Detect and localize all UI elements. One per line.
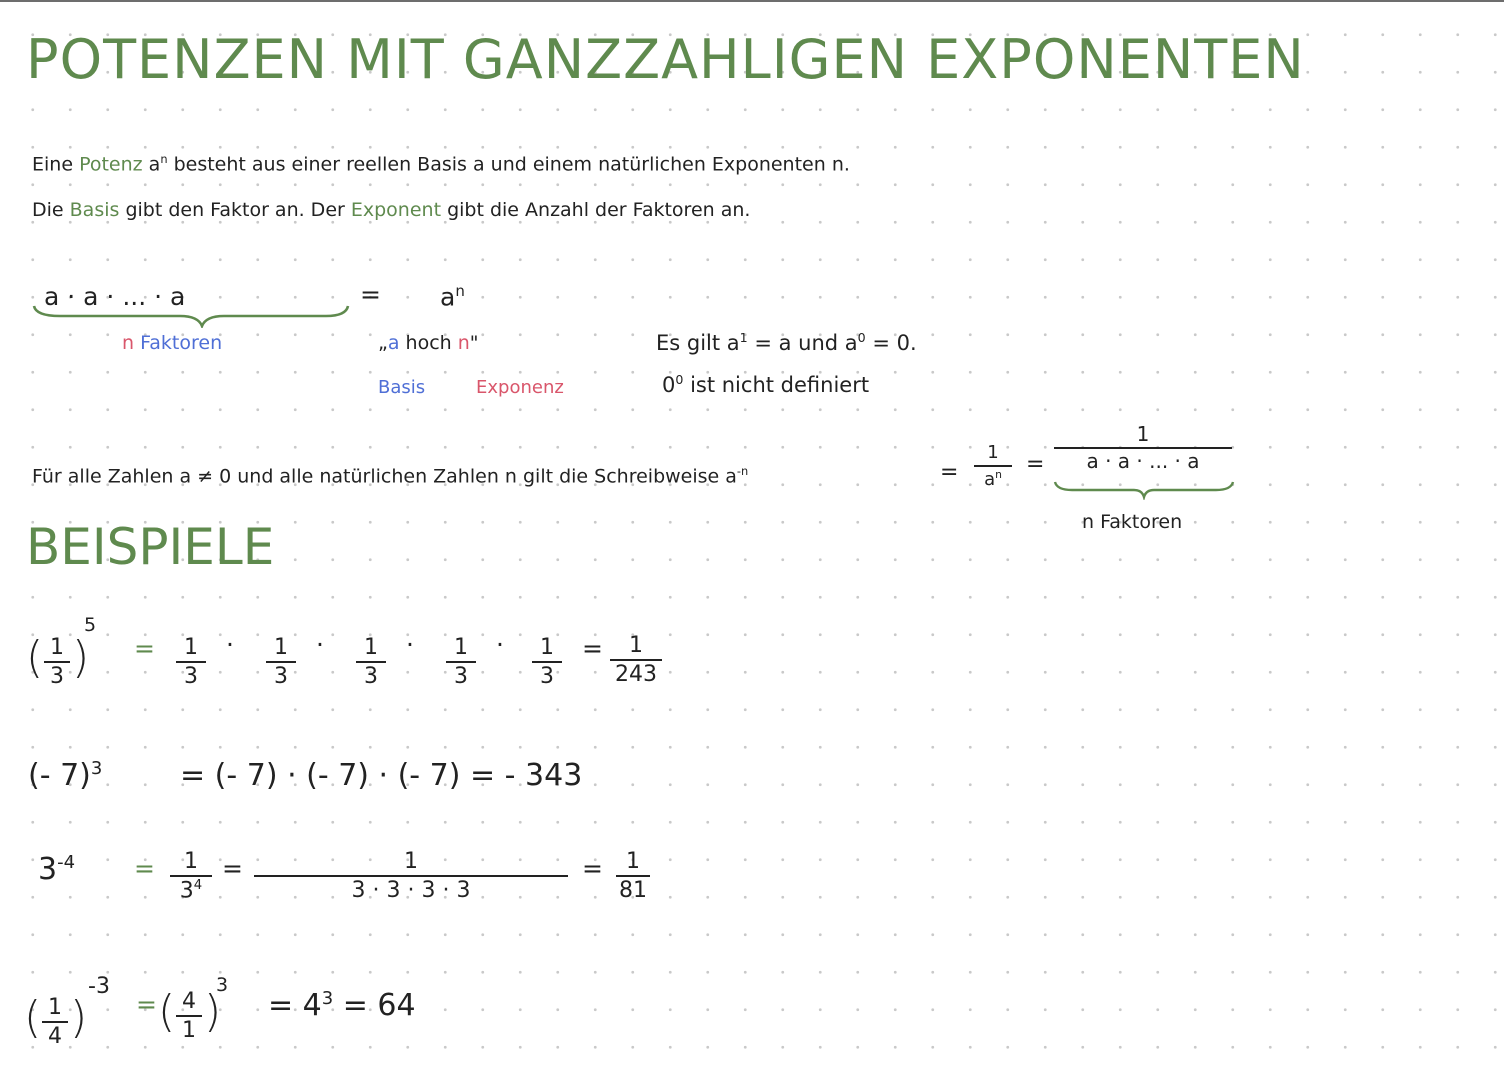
fraction-num: 1 bbox=[48, 995, 62, 1020]
power-exponent: n bbox=[455, 282, 465, 300]
page-title: POTENZEN MIT GANZZAHLIGEN EXPONENTEN bbox=[26, 28, 1305, 91]
rule-one-zero bbox=[656, 330, 917, 355]
fraction-num: 1 bbox=[626, 849, 640, 874]
ex1-eq2: = bbox=[582, 634, 603, 663]
examples-heading: BEISPIELE bbox=[26, 518, 275, 576]
fraction-den bbox=[170, 879, 212, 902]
multiply-dot: · bbox=[316, 630, 324, 659]
rule-sup: 0 bbox=[675, 372, 684, 387]
fraction-num: 1 bbox=[540, 635, 554, 660]
reading-hoch: hoch bbox=[399, 332, 458, 354]
intro-text: Eine bbox=[32, 153, 80, 176]
fraction-num: 1 bbox=[1136, 422, 1150, 446]
fraction-num: 1 bbox=[50, 635, 64, 660]
intro-line-1 bbox=[32, 152, 850, 175]
top-border bbox=[0, 0, 1504, 2]
fraction-bar bbox=[532, 661, 562, 663]
fraction-num: 1 bbox=[987, 442, 999, 463]
ex4-result: = 64 bbox=[333, 988, 416, 1023]
quote-close: " bbox=[469, 332, 479, 354]
fraction-num: 1 bbox=[404, 849, 418, 874]
power-a-n bbox=[440, 282, 465, 311]
fraction-bar bbox=[170, 875, 212, 877]
negative-rule-sup: -n bbox=[736, 464, 749, 478]
definition-equals: = bbox=[360, 280, 381, 309]
exponent-term: Exponent bbox=[350, 199, 442, 221]
fraction-den: 4 bbox=[48, 1024, 62, 1050]
fraction-den-sup: 4 bbox=[193, 878, 203, 894]
rule-text: = a und a bbox=[747, 331, 858, 355]
ex4-inverse-fraction bbox=[176, 990, 202, 1042]
product-brace bbox=[30, 302, 352, 328]
power-base: a bbox=[440, 282, 456, 312]
intro-text: Die bbox=[32, 199, 70, 221]
ex3-exponent: -4 bbox=[57, 852, 76, 873]
ex4-eq: = bbox=[136, 990, 157, 1019]
negative-rule-brace bbox=[1052, 480, 1236, 500]
negative-rule-body: Für alle Zahlen a ≠ 0 und alle natürlichen Zahlen n gilt die Schreibweise a bbox=[32, 465, 737, 488]
negative-rule-text bbox=[32, 464, 748, 487]
rule-undefined bbox=[662, 372, 869, 397]
fraction-bar bbox=[356, 661, 386, 663]
ex1-factor-fraction bbox=[176, 636, 206, 688]
fraction-num: 4 bbox=[182, 989, 196, 1014]
ex3-eq3: = bbox=[582, 854, 603, 883]
fraction-den: 3 bbox=[454, 664, 468, 690]
fraction-bar bbox=[176, 661, 206, 663]
fraction-den: 3 bbox=[50, 664, 64, 690]
ex4-inv-paren-left: ( bbox=[158, 986, 176, 1037]
rule-sup: 0 bbox=[857, 330, 866, 345]
rule-text: 0 bbox=[662, 373, 676, 397]
ex4-steps bbox=[268, 988, 416, 1023]
fraction-den: 3 bbox=[364, 664, 378, 690]
intro-text: gibt den Faktor an. Der bbox=[119, 199, 351, 221]
exponent-label: Exponenz bbox=[476, 377, 564, 398]
fraction-num: 1 bbox=[364, 635, 378, 660]
rule-text: Es gilt a bbox=[656, 331, 740, 355]
ex1-factor-fraction bbox=[532, 636, 562, 688]
ex1-eq: = bbox=[134, 634, 155, 663]
ex3-fraction-1 bbox=[170, 850, 212, 903]
fraction-bar bbox=[616, 875, 650, 877]
fraction-den: 3 bbox=[274, 664, 288, 690]
fraction-num: 1 bbox=[184, 635, 198, 660]
ex2-lhs bbox=[28, 758, 102, 793]
ex1-exponent: 5 bbox=[84, 614, 97, 636]
ex3-big-fraction bbox=[254, 850, 568, 902]
fraction-den-base: 3 bbox=[179, 878, 194, 904]
intro-line-2 bbox=[32, 199, 750, 221]
intro-text: gibt die Anzahl der Faktoren an. bbox=[441, 199, 751, 221]
negative-rule-big-fraction bbox=[1054, 424, 1232, 472]
brace-n: n bbox=[122, 332, 135, 354]
fraction-num: 1 bbox=[454, 635, 468, 660]
ex4-paren-left: ( bbox=[24, 992, 42, 1043]
reading-a: a bbox=[387, 332, 400, 354]
ex4-base-fraction bbox=[42, 996, 68, 1048]
fraction-den: 3 · 3 · 3 · 3 bbox=[351, 878, 471, 904]
ex3-result-fraction bbox=[616, 850, 650, 902]
fraction-den-sup: n bbox=[995, 467, 1002, 481]
fraction-bar bbox=[42, 1021, 68, 1023]
intro-text: besteht aus einer reellen Basis a und einem natürlichen Exponenten n. bbox=[167, 153, 850, 176]
fraction-num: 1 bbox=[274, 635, 288, 660]
ex2-rhs: = (- 7) · (- 7) · (- 7) = - 343 bbox=[180, 758, 583, 793]
ex4-inverse-exponent: 3 bbox=[216, 974, 229, 996]
ex3-base: 3 bbox=[38, 852, 58, 887]
fraction-den: 243 bbox=[615, 662, 657, 688]
ex3-eq2: = bbox=[222, 854, 243, 883]
multiply-dot: · bbox=[406, 630, 414, 659]
ex1-factor-fraction bbox=[356, 636, 386, 688]
fraction-den: 3 bbox=[540, 664, 554, 690]
potenz-term: Potenz bbox=[79, 153, 143, 176]
fraction-den-base: a bbox=[984, 468, 996, 490]
brace-label bbox=[122, 332, 222, 354]
ex1-paren-right: ) bbox=[72, 632, 90, 683]
multiply-dot: · bbox=[496, 630, 504, 659]
fraction-bar bbox=[176, 1015, 202, 1017]
fraction-num: 1 bbox=[629, 633, 643, 658]
rule-sup: 1 bbox=[739, 330, 748, 345]
ex1-result-fraction bbox=[610, 634, 662, 686]
ex2-base: (- 7) bbox=[28, 758, 91, 793]
fraction-bar bbox=[610, 659, 662, 661]
brace-faktoren: Faktoren bbox=[140, 332, 223, 354]
intro-sup: n bbox=[160, 152, 168, 166]
fraction-den: a · a · ... · a bbox=[1086, 449, 1200, 473]
ex1-base-fraction bbox=[44, 636, 70, 688]
ex4-exponent: -3 bbox=[88, 974, 110, 999]
ex2-exponent: 3 bbox=[90, 758, 103, 779]
negative-rule-eq: = bbox=[940, 460, 959, 485]
fraction-den bbox=[974, 469, 1012, 490]
reading-line bbox=[378, 332, 479, 354]
fraction-den: 1 bbox=[182, 1018, 196, 1044]
basis-label: Basis bbox=[378, 377, 426, 398]
ex3-lhs bbox=[38, 852, 75, 887]
reading-n: n bbox=[457, 332, 470, 354]
rule-text: ist nicht definiert bbox=[683, 373, 870, 397]
product-expression: a · a · ... · a bbox=[44, 282, 186, 311]
multiply-dot: · bbox=[226, 630, 234, 659]
ex1-factor-fraction bbox=[266, 636, 296, 688]
quote-open: „ bbox=[378, 332, 388, 354]
basis-term: Basis bbox=[69, 199, 120, 221]
rule-text: = 0. bbox=[865, 331, 917, 355]
ex1-paren-left: ( bbox=[26, 632, 44, 683]
ex4-step: = 4 bbox=[268, 988, 322, 1023]
ex4-step-sup: 3 bbox=[321, 988, 334, 1009]
fraction-den: 81 bbox=[619, 878, 647, 904]
negative-rule-eq2: = bbox=[1026, 452, 1045, 477]
ex4-paren-right: ) bbox=[70, 992, 88, 1043]
negative-rule-fraction bbox=[974, 444, 1012, 490]
fraction-bar bbox=[254, 875, 568, 877]
fraction-bar bbox=[266, 661, 296, 663]
fraction-num: 1 bbox=[184, 849, 198, 874]
fraction-bar bbox=[974, 465, 1012, 467]
fraction-bar bbox=[44, 661, 70, 663]
intro-text: a bbox=[142, 153, 161, 176]
fraction-den: 3 bbox=[184, 664, 198, 690]
ex4-inv-paren-right: ) bbox=[204, 986, 222, 1037]
negative-rule-brace-label: n Faktoren bbox=[1082, 511, 1183, 533]
fraction-bar bbox=[446, 661, 476, 663]
ex3-eq: = bbox=[134, 854, 155, 883]
ex1-factor-fraction bbox=[446, 636, 476, 688]
